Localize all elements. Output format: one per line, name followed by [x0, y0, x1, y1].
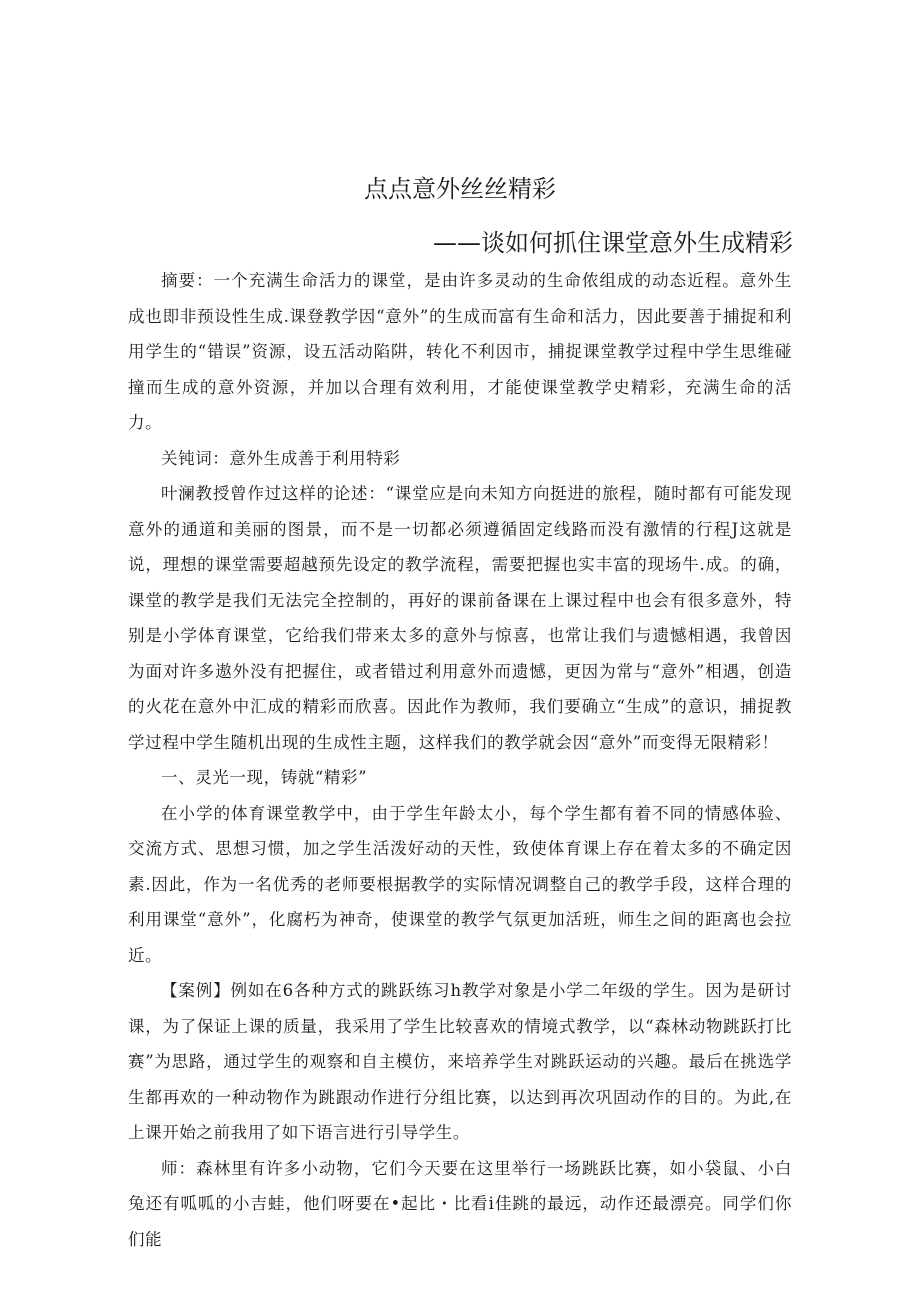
section-heading: 一、灵光一现，铸就“精彩” — [161, 768, 368, 787]
intro-paragraph: 叶澜教授曾作过这样的论述：“课堂应是向未知方向挺进的旅程，随时都有可能发现意外的通道和美丽的图景，而不是一切都必须遵循固定线路而没有激情的行程J这就是说，理想的课堂需要超越预先设定的教学流程，需要把握也实丰富的现场牛.成。的确，课堂的教学是我们无法完全控制的，再好的课前备课在上课过程中也会有很多意外，特别是小学体育课堂，它给我们带来太多的意外与惊喜，也常让我们与遗憾相遇，我曾因为面对许多遨外没有把握住，或者错过利用意外而遗憾，更因为常与“意外”相遇，创造的火花在意外中汇成的精彩而欣喜。因此作为教师，我们要确立“生成”的意识，捕捉教学过程中学生随机出现的生成性主题，这样我们的教学就会因“意外”而变得无限精彩！ — [128, 484, 792, 752]
keywords-paragraph: 关钝词：意外生成善于利用特彩 — [161, 448, 401, 468]
document-title: 点点意外丝丝精彩 — [364, 175, 556, 203]
document-subtitle: ——谈如何抓住课堂意外生成精彩 — [433, 229, 793, 257]
document-body — [128, 263, 792, 1257]
body-paragraph: 在小学的体育课堂教学中，由于学生年龄太小，每个学生都有着不同的情感体验、交流方式、思想习惯，加之学生活泼好动的天性，致使体育课上存在着太多的不确定因素.因此，作为一名优秀的老师要根据教学的实际情况调整自己的教学手段，这样合理的利用课堂“意外”，化腐朽为神奇，使课堂的教学气氛更加活班，师生之间的距离也会拉近。 — [128, 803, 792, 965]
abstract-paragraph: 摘要：一个充满生命活力的课堂，是由许多灵动的生命侬组成的动态近程。意外生成也即非预设性生成.课登教学因“意外”的生成而富有生命和活力，因此要善于捕捉和利用学生的“错误”资源，设五活动陷阱，转化不利因市，捕捉课堂教学过程中学生思维碰撞而生成的意外资源，并加以合理有效利用，才能使课堂教学史精彩，充满生命的活力。 — [128, 271, 792, 432]
case-paragraph: 【案例】例如在6各种方式的跳跃练习h教学对象是小学二年级的学生。因为是研讨课，为了保证上课的质量，我采用了学生比较喜欢的情境式教学，以“森林动物跳跃打比赛”为思路，通过学生的观察和自主模仿，来培养学生对跳跃运动的兴趣。最后在挑选学生都再欢的一种动物作为跳跟动作进行分组比赛，以达到再次巩固动作的目的。为此,在上课开始之前我用了如下语言进行引导学生。 — [128, 981, 792, 1142]
dialogue-paragraph: 师：森林里有许多小动物，它们今天要在这里举行一场跳跃比赛，如小袋鼠、小白兔还有呱呱的小吉蛙，他们呀要在•起比・比看i佳跳的最远，动作还最漂亮。同学们你们能 — [128, 1158, 792, 1249]
